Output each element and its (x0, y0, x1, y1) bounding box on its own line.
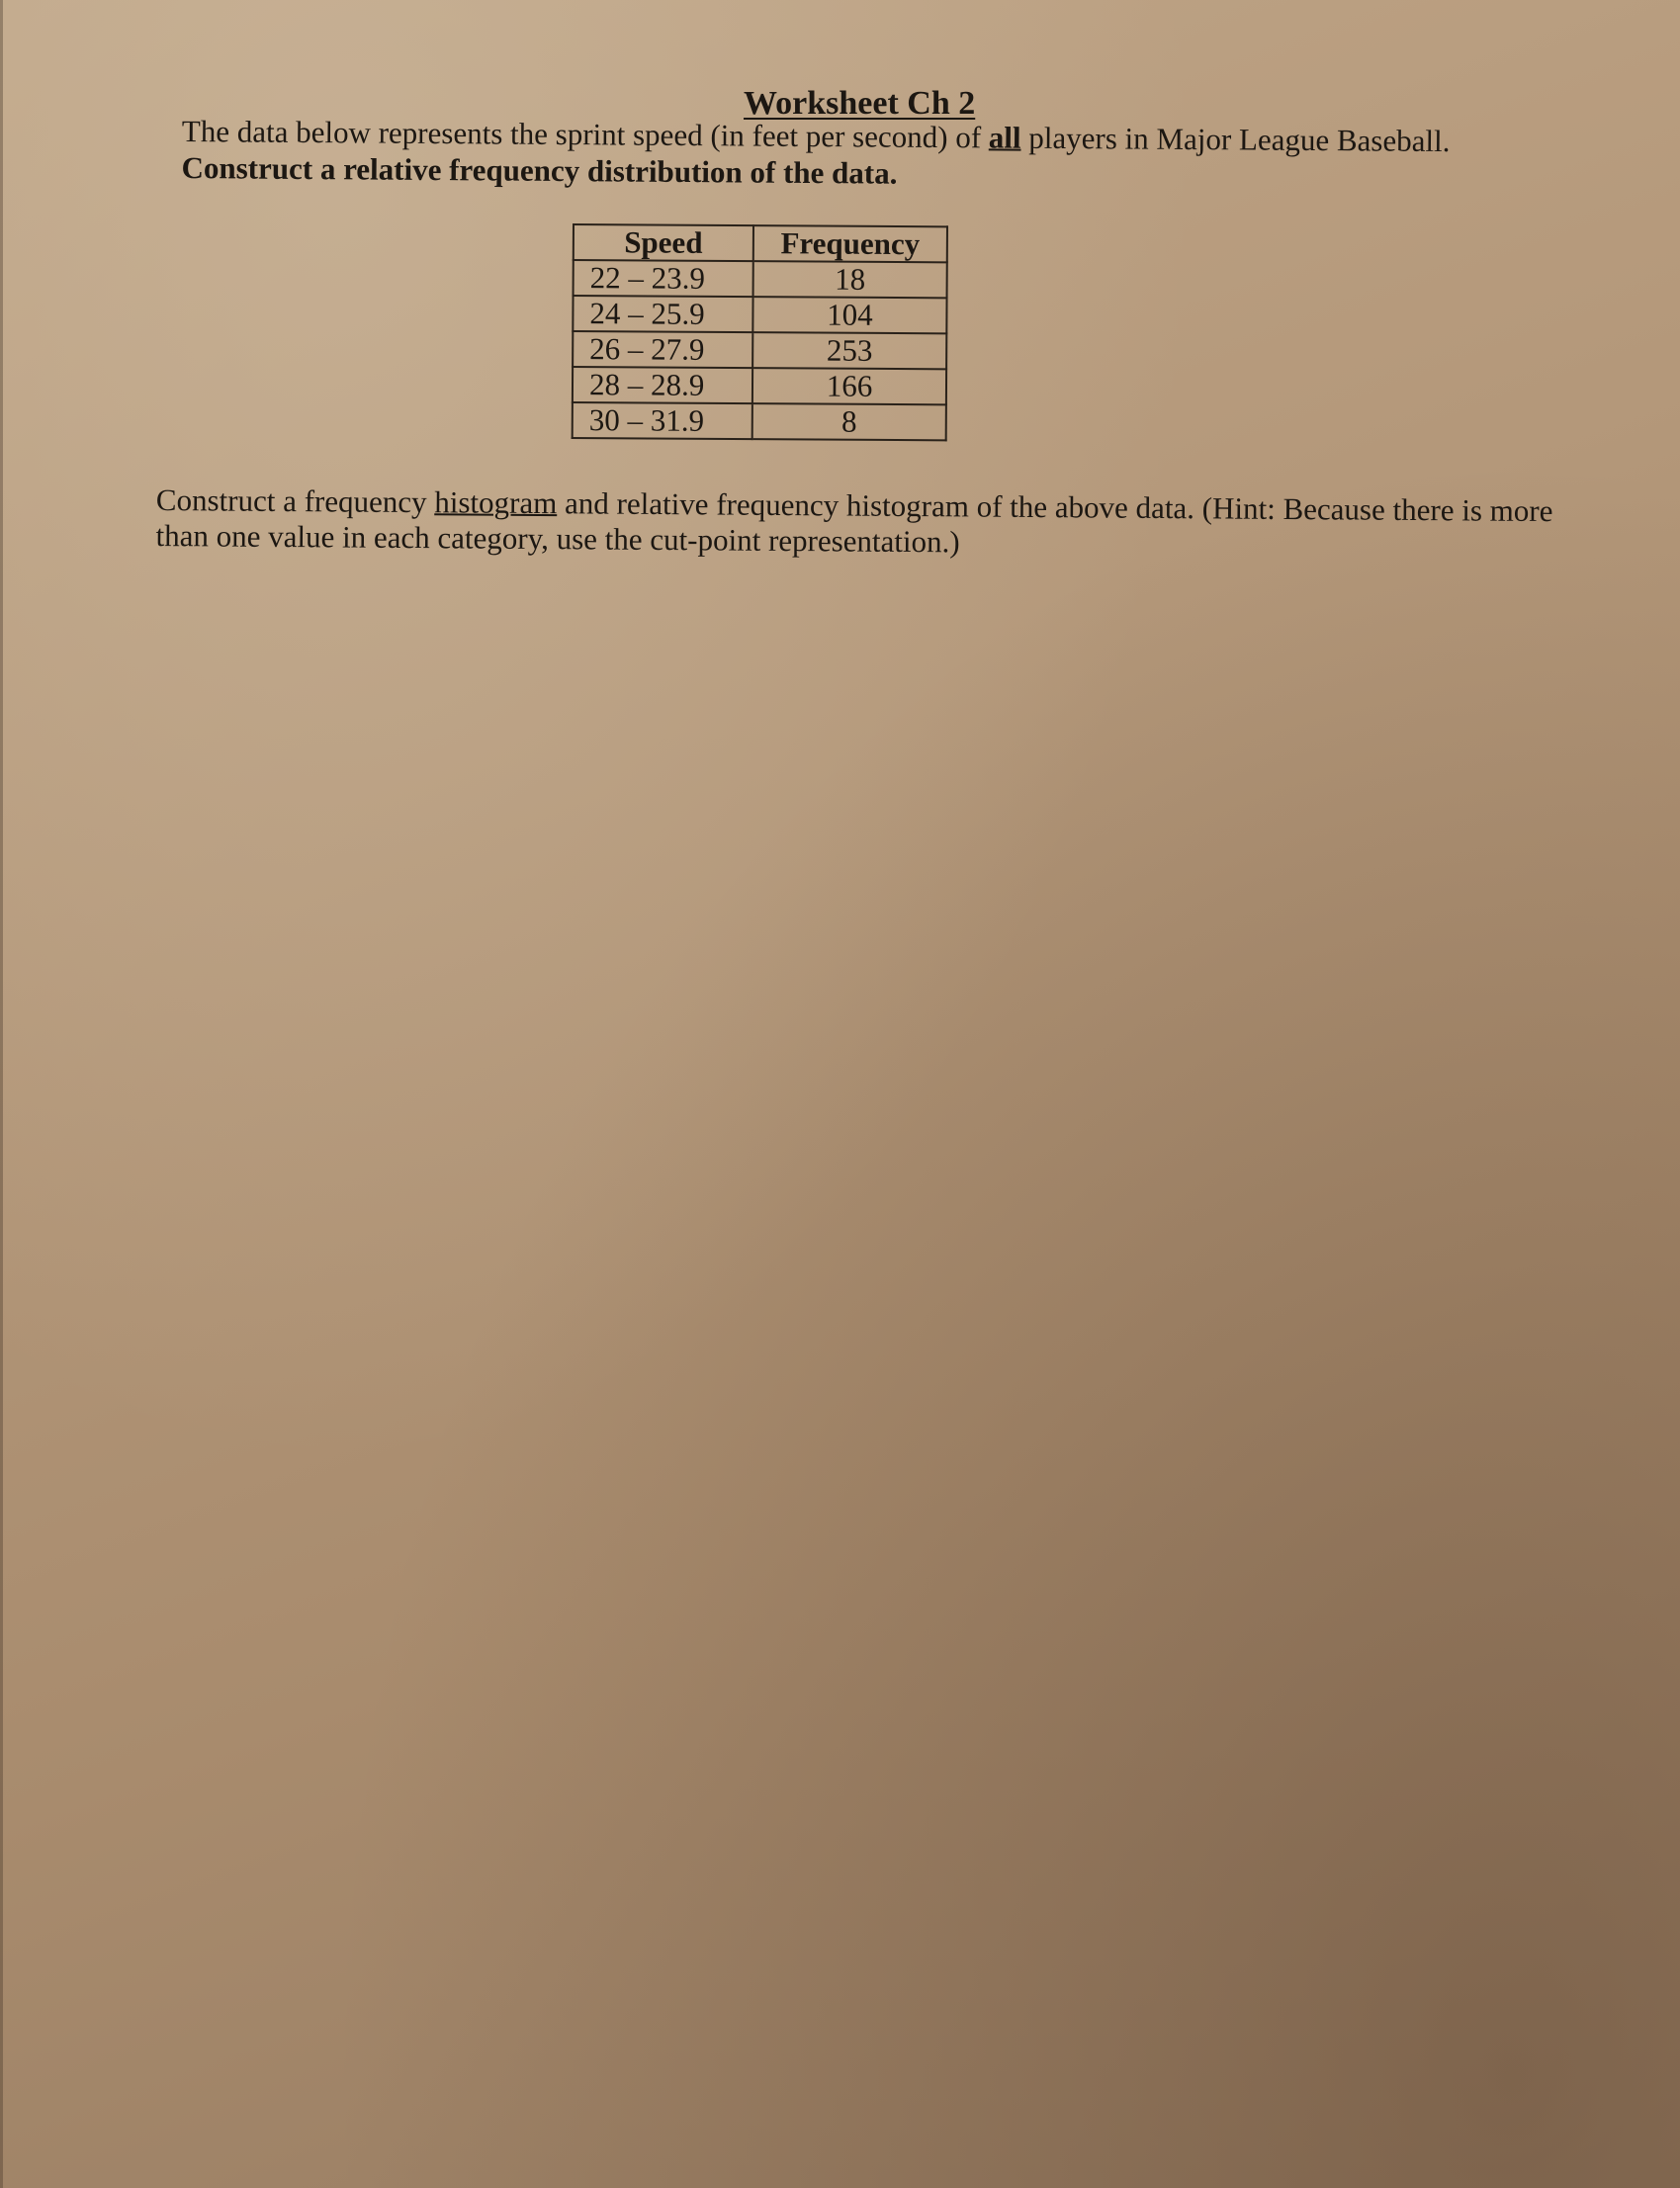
speed-cell: 26 – 27.9 (573, 331, 752, 368)
intro-instruction: Construct a relative frequency distribution of the data. (181, 149, 898, 191)
speed-cell: 30 – 31.9 (573, 402, 752, 439)
table-row (573, 402, 946, 440)
speed-cell: 24 – 25.9 (573, 296, 752, 332)
frequency-cell: 166 (752, 368, 946, 404)
worksheet-title: Worksheet Ch 2 (744, 85, 976, 122)
table-row (573, 296, 946, 333)
task-underlined-word: histogram (434, 484, 558, 521)
speed-column-header: Speed (574, 224, 753, 261)
speed-cell: 22 – 23.9 (574, 260, 753, 297)
table-row (573, 367, 946, 404)
frequency-cell: 253 (752, 332, 946, 369)
intro-paragraph (181, 113, 1547, 197)
frequency-cell: 18 (753, 261, 947, 298)
frequency-cell: 104 (752, 297, 946, 333)
intro-text-2: players in Major League Baseball. (1020, 120, 1451, 159)
table-row (573, 331, 946, 369)
frequency-table (572, 223, 948, 441)
task-paragraph (155, 482, 1560, 565)
frequency-column-header: Frequency (753, 225, 947, 262)
task-text-1: Construct a frequency (155, 482, 435, 520)
intro-underlined-word: all (988, 120, 1021, 155)
intro-text-1: The data below represents the sprint speed (in feet per second) of (181, 113, 989, 155)
frequency-cell: 8 (752, 403, 946, 440)
table-row (574, 260, 947, 298)
paper-edge (0, 0, 3, 2188)
task-text-2: and relative frequency histogram of the above data. (Hint: Because there is more than one value in each category, use the cut-point representation.) (155, 485, 1553, 560)
table-header-row (574, 224, 947, 262)
speed-cell: 28 – 28.9 (573, 367, 752, 403)
